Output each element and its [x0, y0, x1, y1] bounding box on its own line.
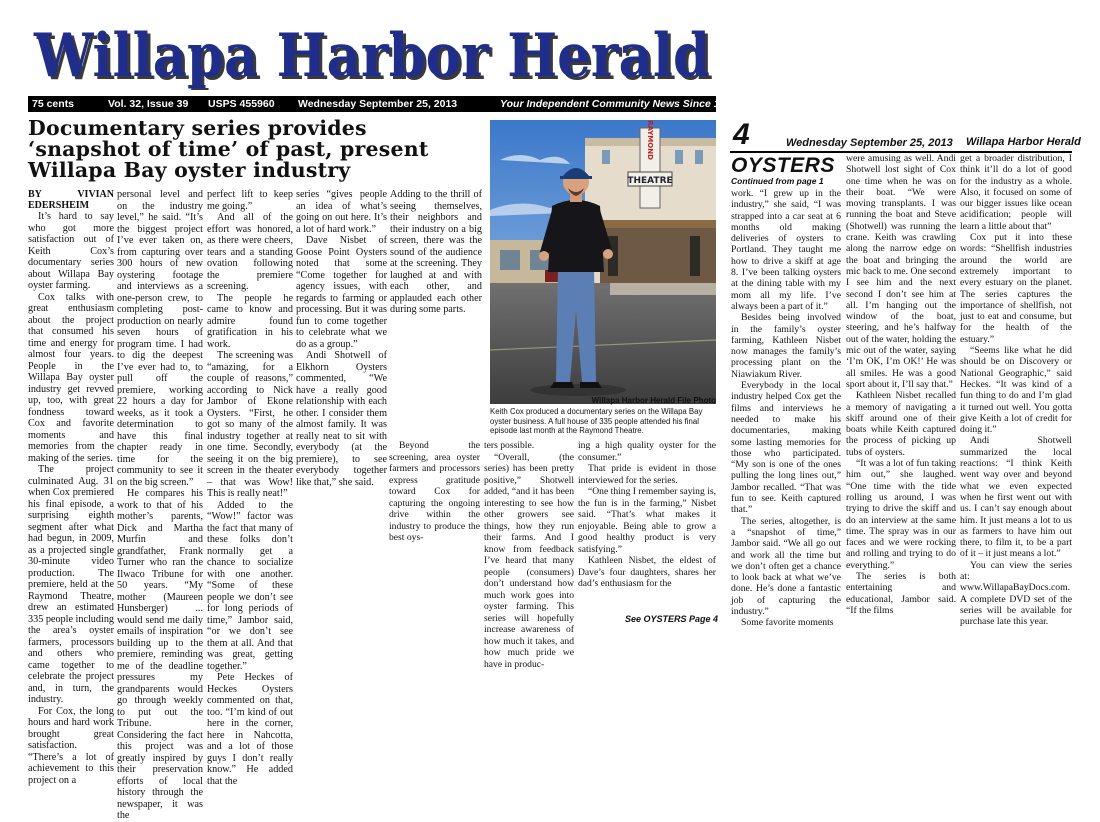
- paragraph: ing a high quality oyster for the consumer.”: [578, 440, 716, 463]
- masthead-logo: [28, 14, 716, 90]
- article-column-4-lower: [389, 440, 480, 544]
- masthead-title: Willapa Harbor Herald: [33, 21, 711, 90]
- paragraph: “It was a lot of fun taking him out,” she laughed. “One time with the tide rolling us around, I was trying to drive the skiff and do an interview at the same time. The spray was in our faces and we were rocking and rolling and trying to do everything.”: [846, 458, 956, 571]
- paragraph: Pete Heckes of Heckes Oysters commented on that, too. “I’m kind of out here in the corner, here in Nahcotta, and a lot of those guys I don’t really know.” He added that the: [207, 672, 293, 787]
- price-label: 75 cents: [32, 98, 75, 110]
- sign-marquee-text: THEATRE: [627, 176, 673, 186]
- right-column-1: [731, 188, 841, 629]
- paragraph: Added to the “Wow!” factor was the fact that many of these folks don’t normally get a chance to socialize with one another. “Some of these people we don’t see for long periods of time,” Jambor said, “or we don’t see them at all. And that was great, getting together.”: [207, 499, 293, 672]
- paragraph: You can view the series at: www.WillapaBayDocs.com. A complete DVD set of the series will be available for purchase late this year.: [960, 559, 1072, 628]
- paragraph: perfect lift to keep me going.”: [207, 189, 293, 212]
- paragraph: Adding to the thrill of seeing themselves, their neighbors and their industry on a big screen, there was the sound of the audience at the screening. They laughed at and with each other, and applauded each other during some parts.: [390, 189, 482, 315]
- paragraph: get a broader distribution, I think it’ll do a lot of good for the industry as a whole. Also, it focused on some of our bigger issues like ocean acidification; people will learn a little about that”: [960, 153, 1072, 232]
- article-column-5: [390, 189, 482, 316]
- paragraph: “One thing I remember saying is, the fun is in the farming,” Nisbet said. “That’s what makes it enjoyable. Being able to grow a good healthy product is very satisfying.”: [578, 486, 716, 555]
- paragraph: For Cox, the long hours and hard work brought great satisfaction. “There’s a lot of achievement to this project on a: [28, 705, 114, 786]
- headline-line: Willapa Bay oyster industry: [28, 158, 351, 182]
- paragraph: The series, altogether, is a “snapshot of time,” Jambor said. “We all go out and work all the time but we don’t often get a chance to look back at what we’ve done. He’s done a fantastic job of capturing the industry.”: [731, 515, 841, 617]
- paragraph: Besides being involved in the family’s oyster farming, Kathleen Nisbet now manages the family’s processing plant on the Niawiakum River.: [731, 312, 841, 380]
- paragraph: He compares his work to that of his mother’s parents, Dick and Martha Murfin and grandfather, Frank Turner who ran the Ilwaco Tribune for 50 years. “My mother (Maureen Hunsberger) ... would send me daily emails of inspiration building up to the premiere, reminding me of the deadline pressures my grandparents would go through weekly to put out the Tribune. Considering the fact this project was greatly inspired by their preservation efforts of local history through the newspaper, it was the: [117, 488, 203, 821]
- paragraph: Cox put it into these words: “Shellfish industries around the world are extremely important to every estuary on the planet. The series captures the importance of shellfish, not just to eat and consume, but for the health of the estuary.”: [960, 232, 1072, 345]
- paragraph: Kathleen Nisbet recalled a memory of navigating a skiff around one of their boats while Keith captured the process of picking up tubs of oysters.: [846, 390, 956, 458]
- issue-date: Wednesday September 25, 2013: [298, 98, 458, 110]
- paragraph: Cox talks with great enthusiasm about the project that consumed his time and energy for almost four years. People in the Willapa Bay oyster industry get revved up, too, with great fondness toward Cox and favorite moments and memories from the making of the series.: [28, 291, 114, 464]
- paragraph: Some favorite moments: [741, 617, 834, 629]
- headline-line: ‘snapshot of time’ of past, present: [28, 137, 429, 161]
- masthead-title-shadow: Willapa Harbor Herald: [36, 24, 714, 90]
- page-number: 4: [733, 118, 750, 151]
- article-column-3: [207, 189, 293, 787]
- paragraph: Andi Shotwell summarized the local reactions: “I think Keith went way over and beyond what we even expected when he first went out with us. I can’t say enough about him. It just means a lot to us as farmers to have him out there, to film it, to be a part of it – it just means a lot.”: [960, 435, 1072, 560]
- article-column-1: [28, 189, 114, 786]
- tagline: Your Independent Community News Since 1890: [500, 98, 738, 110]
- article-column-4: [296, 189, 387, 488]
- headline-line: Documentary series provides: [28, 116, 367, 140]
- paragraph: The people he came to know and admire found gratification in his work.: [207, 292, 293, 350]
- article-photo: [490, 120, 716, 404]
- article-column-7: [578, 440, 716, 590]
- paragraph: The project culminated Aug. 31 when Cox premiered his final episode, a surprising eighth segment after what had begun, in 2009, as a projected single 30-minute video production. The premiere, held at the Raymond Theatre, drew an estimated 335 people including the area’s oyster farmers, processors and others who came together to celebrate the project and, in turn, the industry.: [28, 464, 115, 705]
- right-column-2: [846, 153, 956, 616]
- paragraph: That pride is evident in those interviewed for the series.: [578, 463, 716, 486]
- paragraph: ters possible.: [484, 440, 535, 451]
- photo-illustration: [490, 120, 716, 404]
- paragraph: Dave Nisbet of Goose Point Oysters noted that some “Come together for agency issues, with regards to farming or processing. But it was fun to come together to celebrate what we do as a group.”: [296, 235, 387, 350]
- paragraph: The screening was “amazing, for a couple of reasons,” according to Nick Jambor of Ekone Oysters. “First, he got so many of the industry together at one time. Secondly, seeing it on the big screen in the theater – that was Wow! This is really neat!”: [207, 350, 293, 499]
- volume-label: Vol. 32, Issue 39: [108, 98, 189, 110]
- paragraph: Kathleen Nisbet, the eldest of Dave’s four daughters, shares her dad’s enthusiasm for the: [578, 555, 716, 589]
- paragraph: And all of the effort was honored, as there were cheers, tears and a standing ovation following the premiere screening.: [207, 212, 293, 292]
- paragraph: The series is both entertaining and educational, Jambor said. “If the films: [846, 570, 956, 616]
- article-headline: [28, 118, 478, 181]
- photo-credit: Willapa Harbor Herald File Photo: [591, 396, 716, 405]
- continued-jump-link[interactable]: See OYSTERS Page 4: [625, 614, 719, 624]
- paragraph: personal level and on the industry level,” he said. “It’s the biggest project I’ve ever taken on, from capturing over 300 hours of new oystering footage and interviews as a one-person crew, to completing post-production on nearly seven hours of program time. I had to dig the deepest I’ve ever had to, to pull off the premiere, working 22 hours a day for weeks, as it took a determination to have this final chapter ready in time for the community to see it on the big screen.”: [117, 189, 203, 488]
- paragraph: Beyond the screening, area oyster farmers and processors express gratitude toward Cox for capturing the ongoing drive within the industry to produce the best oys-: [389, 440, 480, 543]
- paragraph: It’s hard to say who got more satisfaction out of Keith Cox’s documentary series about Willapa Bay oyster farming.: [28, 211, 114, 291]
- article-column-6: [484, 440, 574, 670]
- right-column-3: [960, 153, 1072, 627]
- photo-caption: Keith Cox produced a documentary series on the Willapa Bay oyster business. A full house of 335 people attended his final episode last month at the Raymond Theatre.: [490, 407, 703, 435]
- paragraph: series “gives people an idea of what’s going on out here. It’s a lot of hard work.”: [296, 189, 387, 235]
- paragraph: Everybody in the local industry helped Cox get the films and interviews he needed to make his documentaries, making some lasting memories for those who participated. “My son is one of the ones pulling the long lines out,” Jambor recalled. “That was fun to see. Keith captured that.”: [731, 380, 841, 516]
- paragraph: Andi Shotwell of Elkhorn Oysters commented, “We have a really good relationship with each other. I consider them almost family. It was really neat to sit with everybody (at the premiere), to see everybody together like that,” she said.: [296, 350, 387, 488]
- masthead: [28, 14, 716, 90]
- section-heading: OYSTERS: [731, 154, 835, 177]
- paragraph: “Seems like what he did should be on Discovery or National Geographic,” said Heckes. “It was kind of a fun thing to do and I’m glad it turned out well. You gotta give Keith a lot of credit for doing it.”: [960, 345, 1072, 436]
- usps-label: USPS 455960: [208, 98, 275, 110]
- page-date: Wednesday September 25, 2013: [786, 137, 953, 149]
- continued-from: Continued from page 1: [731, 176, 824, 186]
- byline: BY VIVIAN EDERSHEIM: [28, 189, 114, 211]
- article-column-2: [117, 189, 203, 822]
- sign-vertical-text: RAYMOND: [646, 120, 654, 160]
- page-paper-name: Willapa Harbor Herald: [966, 136, 1081, 148]
- info-bar: [28, 96, 738, 112]
- paragraph: “Overall, (the series) has been pretty positive,” Shotwell added, “and it has been interesting to see how other growers see things, how they run their farms. And I know from feedback I’ve heard that many people (consumers) don’t understand how much work goes into oyster farming. This series will hopefully increase awareness of how much it takes, and how much pride we have in produc-: [484, 451, 574, 670]
- paragraph: work. “I grew up in the industry,” she said, “I was strapped into a car seat at 6 months old making deliveries of oysters to Portland. They taught me how to drive a skiff at age 8. I’ve been talking oysters at the dining table with my mom all my life. I’ve always been a part of it.”: [731, 188, 841, 312]
- paragraph: were amusing as well. Andi Shotwell lost sight of Cox one time when he was on their boat. “We were moving transplants. I was running the boat and Steve (Shotwell) was running the crane. Keith was crawling along the narrow edge on the boat and bringing the mic back to me. One second I see him and the next second I don’t see him at all. I’m hanging out the window of the boat, steering, and he’s halfway out of the water, holding the mic out of the water, saying ‘I’m OK, I’m OK!’ He was all smiles. He was a good sport about it, I’ll say that.”: [846, 153, 956, 390]
